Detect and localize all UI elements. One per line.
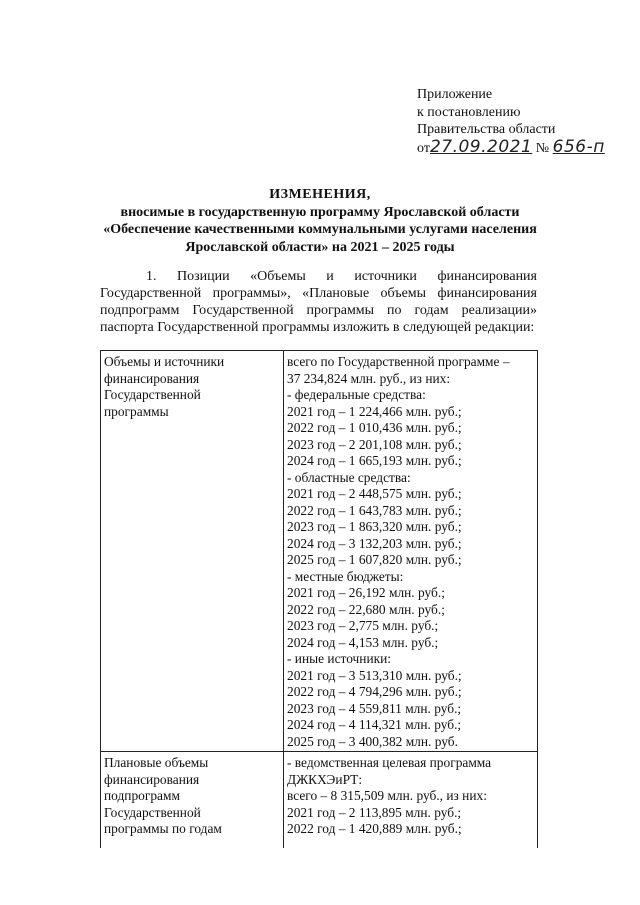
- row1-value-line: 2023 год – 4 559,811 млн. руб.;: [287, 700, 462, 716]
- row2-label-cell: [101, 752, 284, 848]
- row2-value-line: всего – 8 315,509 млн. руб., из них:: [287, 788, 487, 803]
- row2-value-cell: [284, 752, 538, 848]
- row1-label-line: Государственной: [104, 387, 201, 402]
- handwritten-date: 27.09.2021: [429, 136, 533, 157]
- row1-value-line: - областные средства:: [287, 469, 411, 485]
- row1-value-line: 2024 год – 1 665,193 млн. руб.;: [287, 453, 462, 468]
- title-line-3: «Обеспечение качественными коммунальными услугами населения: [103, 222, 537, 237]
- appendix-line-1: Приложение: [417, 87, 493, 102]
- handwritten-number: 656-п: [552, 136, 605, 157]
- row1-value-line: - федеральные средства:: [287, 387, 426, 402]
- appendix-date-line: [417, 136, 605, 158]
- row2-label-line: программы по годам: [104, 821, 222, 836]
- row1-value-line: 2022 год – 1 010,436 млн. руб.;: [287, 420, 462, 435]
- row2-value-line: 2021 год – 2 113,895 млн. руб.;: [287, 804, 462, 820]
- row1-value-line: 2025 год – 3 400,382 млн. руб.: [287, 733, 458, 749]
- row1-value-line: всего по Государственной программе –: [287, 354, 510, 369]
- row2-label-line: Плановые объемы: [104, 755, 209, 770]
- row1-value-line: 2022 год – 4 794,296 млн. руб.;: [287, 684, 462, 699]
- row1-value-line: 2021 год – 3 513,310 млн. руб.;: [287, 667, 462, 683]
- row1-value-line: 2024 год – 4,153 млн. руб.;: [287, 634, 439, 650]
- title-line-1: ИЗМЕНЕНИЯ,: [269, 187, 371, 202]
- row1-value-line: 2023 год – 2 201,108 млн. руб.;: [287, 436, 462, 452]
- document-title: [100, 186, 540, 256]
- from-label: от: [417, 140, 430, 156]
- row1-label-cell: [101, 351, 284, 752]
- row2-label-line: Государственной: [104, 804, 201, 820]
- intro-paragraph: [100, 268, 537, 336]
- financing-table: [100, 350, 538, 848]
- row1-value-line: 2021 год – 1 224,466 млн. руб.;: [287, 403, 462, 419]
- row1-value-line: 37 234,824 млн. руб., из них:: [287, 370, 451, 386]
- appendix-block: [417, 86, 605, 157]
- intro-text: 1. Позиции «Объемы и источники финансирования Государственной программы», «Плановые объемы финансирования подпрограмм Государственной программы по годам реализации» паспорта Государственной программы изложить в следующей редакции:: [100, 269, 537, 335]
- row1-value-line: 2023 год – 2,775 млн. руб.;: [287, 618, 439, 633]
- title-line-2: вносимые в государственную программу Ярославской области: [120, 204, 520, 220]
- appendix-line-2: к постановлению: [417, 104, 521, 120]
- table-row: [101, 351, 538, 752]
- row1-value-line: 2021 год – 2 448,575 млн. руб.;: [287, 486, 462, 501]
- row1-value-cell: [284, 351, 538, 752]
- row1-value-line: 2023 год – 1 863,320 млн. руб.;: [287, 519, 462, 534]
- row1-value-line: 2024 год – 4 114,321 млн. руб.;: [287, 717, 462, 732]
- number-label: №: [535, 140, 550, 156]
- title-line-4: Ярославской области» на 2021 – 2025 годы: [185, 239, 455, 255]
- appendix-line-3: Правительства области: [417, 122, 556, 137]
- row2-label-line: подпрограмм: [104, 788, 180, 803]
- row1-value-line: 2022 год – 22,680 млн. руб.;: [287, 601, 445, 617]
- row2-value-line: - ведомственная целевая программа: [287, 755, 492, 770]
- row2-value-line: ДЖКХЭиРТ:: [287, 771, 363, 787]
- row1-value-line: - местные бюджеты:: [287, 568, 404, 584]
- table-row: [101, 752, 538, 848]
- row1-value-line: - иные источники:: [287, 651, 392, 666]
- row1-value-line: 2024 год – 3 132,203 млн. руб.;: [287, 535, 462, 551]
- row1-value-line: 2025 год – 1 607,820 млн. руб.;: [287, 552, 462, 567]
- row1-value-line: 2021 год – 26,192 млн. руб.;: [287, 585, 445, 600]
- row1-value-line: 2022 год – 1 643,783 млн. руб.;: [287, 502, 462, 518]
- row2-value-line: 2022 год – 1 420,889 млн. руб.;: [287, 821, 462, 836]
- row1-label-line: программы: [104, 403, 169, 419]
- row1-label-line: Объемы и источники: [104, 354, 225, 369]
- row2-label-line: финансирования: [104, 771, 200, 787]
- row1-label-line: финансирования: [104, 370, 200, 386]
